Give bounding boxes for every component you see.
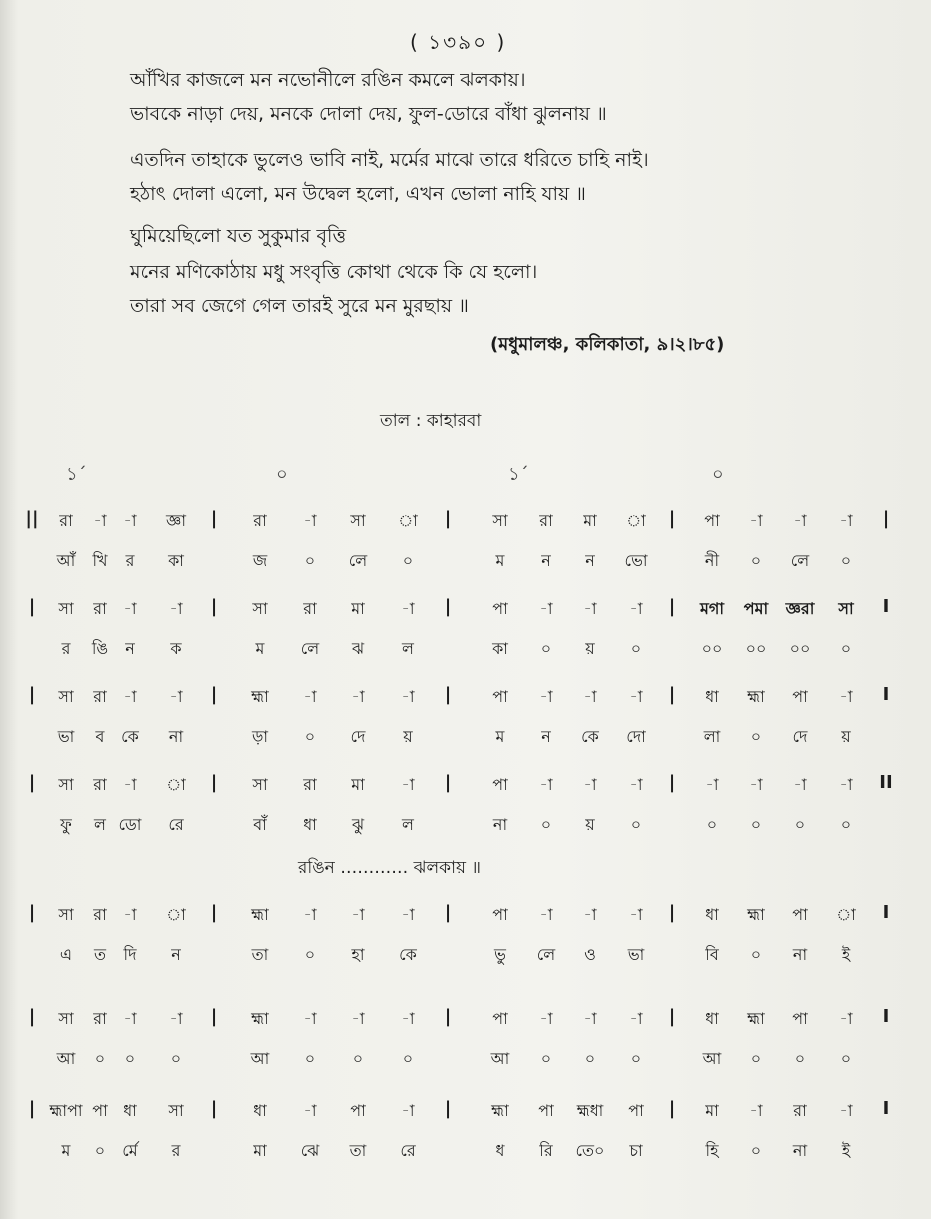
swara-note: মা [705, 1101, 719, 1120]
swara-note: -া [123, 775, 137, 794]
lyric-syllable: ০ [94, 1049, 106, 1068]
swara-note: -া [303, 1009, 317, 1028]
lyric-syllable: ম [495, 727, 505, 746]
swara-note: া [398, 511, 418, 530]
swara-note: হ্মা [747, 1009, 765, 1028]
swara-note: রা [539, 511, 553, 530]
bar-line: | [444, 596, 452, 617]
lyric-syllable: ০ [304, 945, 316, 964]
lyric-syllable: ফু [60, 815, 72, 834]
lyric-syllable: র [125, 551, 135, 570]
lyric-line: ভাবকে নাড়া দেয়, মনকে দোলা দেয়, ফুল-ডোরে বাঁধা ঝুলনায় ॥ [130, 103, 607, 125]
lyric-syllable: ০ [304, 727, 316, 746]
lyric-syllable: ০ [840, 815, 852, 834]
bar-line: | [210, 1098, 218, 1119]
lyric-syllable: লা [703, 727, 721, 746]
lyric-line: এতদিন তাহাকে ভুলেও ভাবি নাই, মর্মের মাঝে তারে ধরিতে চাহি নাই। [130, 149, 649, 171]
swara-note: -া [169, 599, 183, 618]
swara-note: সা [58, 599, 74, 618]
end-bar-line: I [882, 684, 890, 705]
swara-note: -া [169, 1009, 183, 1028]
lyric-syllable: না [168, 727, 184, 746]
lyric-syllable: দে [792, 727, 808, 746]
notation-swara-row [0, 902, 931, 942]
swara-note: -া [303, 1101, 317, 1120]
start-bar-line: | [28, 684, 36, 705]
lyric-syllable: না [492, 815, 508, 834]
taal-heading: তাল : কাহারবা [380, 411, 482, 431]
swara-note: -া [123, 511, 137, 530]
lyric-line: মনের মণিকোঠায় মধু সংবৃত্তি কোথা থেকে কি যে হলো। [130, 261, 538, 283]
lyric-syllable: বাঁ [253, 815, 267, 834]
swara-note: -া [839, 1101, 853, 1120]
lyric-line: তারা সব জেগে গেল তারই সুরে মন মুরছায় ॥ [130, 295, 469, 317]
start-bar-line: | [28, 1098, 36, 1119]
swara-note: হ্মা [747, 687, 765, 706]
swara-note: -া [749, 1101, 763, 1120]
swara-note: -া [629, 905, 643, 924]
lyric-syllable: ই [841, 1141, 851, 1160]
lyric-syllable: না [792, 945, 808, 964]
bar-line: | [210, 902, 218, 923]
swara-note: পা [538, 1101, 554, 1120]
notation-swara-row [0, 772, 931, 812]
lyric-syllable: লে [536, 945, 556, 964]
swara-note: হ্মাপা [49, 1101, 83, 1120]
swara-note: -া [351, 687, 365, 706]
lyric-syllable: ০ [750, 1141, 762, 1160]
lyric-syllable: ০ [402, 1049, 414, 1068]
swara-note: হ্মা [747, 905, 765, 924]
end-bar-line: I [882, 902, 890, 923]
swara-note: া [836, 905, 856, 924]
swara-note: মা [351, 599, 365, 618]
lyric-syllable: ০ [584, 1049, 596, 1068]
notation-swara-row [0, 1006, 931, 1046]
lyric-syllable: আ [250, 1049, 270, 1068]
notation-lyric-row [0, 1138, 931, 1178]
swara-note: ধা [705, 905, 719, 924]
lyric-line: হঠাৎ দোলা এলো, মন উদ্বেল হলো, এখন ভোলা নাহি যায় ॥ [130, 183, 586, 205]
notation-swara-row [0, 1098, 931, 1138]
swara-note: -া [401, 1101, 415, 1120]
swara-note: -া [169, 687, 183, 706]
lyric-syllable: লে [790, 551, 810, 570]
lyric-syllable: ঙি [91, 639, 109, 658]
bar-line: | [668, 1006, 676, 1027]
lyric-syllable: ০ [750, 1049, 762, 1068]
lyric-syllable: দি [123, 945, 137, 964]
lyric-syllable: ০ [794, 1049, 806, 1068]
swara-note: -া [749, 511, 763, 530]
lyric-syllable: র [61, 639, 71, 658]
lyric-syllable: ০ [630, 1049, 642, 1068]
swara-note: ধা [253, 1101, 267, 1120]
swara-note: রা [303, 775, 317, 794]
lyric-syllable: কা [168, 551, 184, 570]
bar-line: | [444, 1006, 452, 1027]
swara-note: পা [350, 1101, 366, 1120]
lyric-syllable: ম [495, 551, 505, 570]
lyric-syllable: ভা [57, 727, 75, 746]
swara-note: -া [401, 599, 415, 618]
swara-note: -া [401, 905, 415, 924]
lyric-syllable: ত [93, 945, 106, 964]
swara-note: -া [793, 511, 807, 530]
lyric-syllable: তা [349, 1141, 367, 1160]
swara-note: -া [539, 1009, 553, 1028]
lyric-syllable: জ [252, 551, 268, 570]
swara-note: পা [492, 775, 508, 794]
start-bar-line: || [25, 508, 39, 529]
lyric-syllable: ঝু [351, 815, 365, 834]
swara-note: রা [93, 775, 107, 794]
lyric-syllable: ন [125, 639, 135, 658]
end-bar-line: I [882, 1006, 890, 1027]
notation-lyric-row [0, 724, 931, 764]
bar-line: | [210, 772, 218, 793]
lyric-line: ঘুমিয়েছিলো যত সুকুমার বৃত্তি [130, 225, 347, 247]
swara-note: -া [539, 687, 553, 706]
bar-line: | [668, 1098, 676, 1119]
swara-note: রা [93, 905, 107, 924]
lyric-syllable: কা [492, 639, 508, 658]
notation-swara-row [0, 684, 931, 724]
lyric-syllable: ০ [94, 1141, 106, 1160]
lyric-syllable: য় [841, 727, 851, 746]
bar-line: | [210, 596, 218, 617]
swara-note: ধা [123, 1101, 137, 1120]
swara-note: -া [351, 905, 365, 924]
bar-line: | [668, 508, 676, 529]
start-bar-line: | [28, 1006, 36, 1027]
swara-note: হ্মা [251, 905, 269, 924]
swara-note: -া [705, 775, 719, 794]
swara-note: -া [351, 1009, 365, 1028]
page-number: ( ১৩৯০ ) [410, 30, 507, 54]
swara-note: -া [539, 599, 553, 618]
swara-note: পা [92, 1101, 108, 1120]
bar-line: | [444, 902, 452, 923]
swara-note: রা [93, 599, 107, 618]
swara-note: পা [492, 687, 508, 706]
lyric-syllable: কে [399, 945, 417, 964]
swara-note: সা [492, 511, 508, 530]
swara-note: সা [58, 775, 74, 794]
swara-note: -া [839, 1009, 853, 1028]
lyric-syllable: ০ [750, 815, 762, 834]
swara-note: হ্মা [251, 687, 269, 706]
lyric-syllable: ০ [540, 815, 552, 834]
bar-line: | [444, 508, 452, 529]
lyric-syllable: ই [841, 945, 851, 964]
beat-marker: ০ [712, 464, 724, 485]
lyric-syllable: কে [121, 727, 139, 746]
lyric-syllable: ০ [840, 551, 852, 570]
lyric-syllable: ০ [630, 815, 642, 834]
lyric-syllable: তা [251, 945, 269, 964]
lyric-syllable: ০০ [745, 639, 767, 658]
swara-note: সা [252, 599, 268, 618]
notation-lyric-row [0, 942, 931, 982]
swara-note: হ্মা [491, 1101, 509, 1120]
swara-note: -া [583, 905, 597, 924]
lyric-syllable: ভু [494, 945, 506, 964]
lyric-syllable: ০ [750, 551, 762, 570]
swara-note: -া [303, 905, 317, 924]
swara-note: পা [492, 905, 508, 924]
start-bar-line: | [28, 596, 36, 617]
lyric-syllable: ও [584, 945, 596, 964]
lyric-syllable: ডো [118, 815, 142, 834]
swara-note: া [166, 905, 186, 924]
notation-swara-row [0, 596, 931, 636]
end-bar-line: I [882, 1098, 890, 1119]
swara-note: -া [839, 775, 853, 794]
swara-note: পা [704, 511, 720, 530]
bar-line: | [444, 684, 452, 705]
end-bar-line: | [882, 508, 890, 529]
swara-note: রা [253, 511, 267, 530]
lyric-syllable: ল [94, 815, 106, 834]
refrain-line: রঙিন ………… ঝলকায় ॥ [298, 858, 482, 878]
lyric-syllable: ব [95, 727, 105, 746]
lyric-syllable: ০ [124, 1049, 136, 1068]
swara-note: -া [123, 687, 137, 706]
lyric-syllable: ভা [627, 945, 645, 964]
lyric-syllable: ০ [840, 639, 852, 658]
lyric-syllable: ড়া [251, 727, 269, 746]
swara-note: জ্ঞরা [785, 599, 815, 618]
swara-note: -া [629, 599, 643, 618]
swara-note: রা [793, 1101, 807, 1120]
lyric-syllable: ০ [402, 551, 414, 570]
notation-lyric-row [0, 812, 931, 852]
lyric-syllable: ০০ [701, 639, 723, 658]
lyric-syllable: র [171, 1141, 181, 1160]
lyric-syllable: চা [629, 1141, 643, 1160]
beat-marker: ১´ [66, 464, 87, 485]
beat-marker: ০ [276, 464, 288, 485]
swara-note: রা [59, 511, 73, 530]
swara-note: হ্মধা [576, 1101, 604, 1120]
swara-note: -া [539, 775, 553, 794]
swara-note: পমা [743, 599, 769, 618]
swara-note: পা [492, 599, 508, 618]
lyric-syllable: দে [350, 727, 366, 746]
lyric-syllable: য় [403, 727, 413, 746]
swara-note: পা [492, 1009, 508, 1028]
swara-note: -া [401, 687, 415, 706]
swara-note: -া [629, 687, 643, 706]
lyric-syllable: ০ [304, 1049, 316, 1068]
lyric-syllable: লে [348, 551, 368, 570]
lyric-line: আঁখির কাজলে মন নভোনীলে রঙিন কমলে ঝলকায়। [130, 69, 526, 91]
lyric-syllable: রে [168, 815, 184, 834]
lyric-syllable: য় [585, 815, 595, 834]
end-bar-line: I [882, 596, 890, 617]
bar-line: | [444, 772, 452, 793]
swara-note: পা [628, 1101, 644, 1120]
lyric-syllable: কে [581, 727, 599, 746]
lyric-syllable: য় [585, 639, 595, 658]
swara-note: -া [123, 1009, 137, 1028]
notation-lyric-row [0, 1046, 931, 1086]
swara-note: -া [583, 687, 597, 706]
lyric-syllable: ধা [303, 815, 317, 834]
notation-lyric-row [0, 548, 931, 588]
bar-line: | [668, 596, 676, 617]
swara-note: -া [629, 1009, 643, 1028]
swara-note: -া [839, 687, 853, 706]
lyric-syllable: বি [705, 945, 719, 964]
lyric-syllable: রি [539, 1141, 553, 1160]
lyric-syllable: আঁ [56, 551, 76, 570]
swara-note: -া [839, 511, 853, 530]
lyric-syllable: ০ [540, 1049, 552, 1068]
swara-note: মা [351, 775, 365, 794]
bar-line: | [210, 1006, 218, 1027]
swara-note: পা [792, 1009, 808, 1028]
lyric-syllable: দো [626, 727, 646, 746]
swara-note: -া [303, 511, 317, 530]
lyric-syllable: ঝে [300, 1141, 320, 1160]
swara-note: হ্মা [251, 1009, 269, 1028]
lyric-syllable: আ [490, 1049, 510, 1068]
swara-note: -া [539, 905, 553, 924]
notation-lyric-row [0, 636, 931, 676]
start-bar-line: | [28, 772, 36, 793]
lyric-syllable: ন [541, 727, 551, 746]
swara-note: -া [749, 775, 763, 794]
lyric-syllable: ল [402, 639, 414, 658]
swara-note: সা [58, 905, 74, 924]
lyric-syllable: এ [59, 945, 73, 964]
lyric-syllable: নী [704, 551, 720, 570]
lyric-syllable: র্মে [122, 1141, 138, 1160]
swara-note: সা [838, 599, 854, 618]
swara-note: রা [93, 1009, 107, 1028]
swara-note: জ্ঞা [166, 511, 186, 530]
lyric-syllable: মা [253, 1141, 267, 1160]
swara-note: মা [583, 511, 597, 530]
lyric-syllable: ন [585, 551, 595, 570]
lyric-syllable: ০ [706, 815, 718, 834]
bar-line: | [668, 772, 676, 793]
swara-note: -া [401, 1009, 415, 1028]
lyric-syllable: ক [170, 639, 182, 658]
lyric-syllable: ০ [540, 639, 552, 658]
lyric-syllable: ভো [624, 551, 648, 570]
lyric-syllable: ধ [495, 1141, 505, 1160]
swara-note: -া [583, 1009, 597, 1028]
lyric-syllable: ম [255, 639, 265, 658]
beat-marker: ১´ [508, 464, 529, 485]
bar-line: | [210, 508, 218, 529]
lyric-syllable: ন [541, 551, 551, 570]
swara-note: -া [583, 599, 597, 618]
lyric-syllable: ০ [840, 1049, 852, 1068]
swara-note: -া [123, 599, 137, 618]
swara-note: রা [93, 687, 107, 706]
swara-note: মগা [699, 599, 724, 618]
start-bar-line: | [28, 902, 36, 923]
lyric-syllable: রে [400, 1141, 416, 1160]
swara-note: -া [401, 775, 415, 794]
lyric-syllable: লে [300, 639, 320, 658]
swara-note: সা [58, 1009, 74, 1028]
swara-note: সা [58, 687, 74, 706]
swara-note: -া [303, 687, 317, 706]
source-note: (মধুমালঞ্চ, কলিকাতা, ৯।২।৮৫) [490, 334, 725, 355]
swara-note: সা [168, 1101, 184, 1120]
swara-note: রা [303, 599, 317, 618]
swara-note: ধা [705, 687, 719, 706]
lyric-syllable: আ [702, 1049, 722, 1068]
swara-note: -া [93, 511, 107, 530]
lyric-syllable: খি [92, 551, 108, 570]
lyric-syllable: ম [61, 1141, 71, 1160]
notation-swara-row [0, 508, 931, 548]
lyric-syllable: না [792, 1141, 808, 1160]
end-bar-line: II [879, 772, 893, 793]
swara-note: া [626, 511, 646, 530]
lyric-syllable: ০ [170, 1049, 182, 1068]
swara-note: সা [350, 511, 366, 530]
swara-note: পা [792, 687, 808, 706]
lyric-syllable: ঝ [351, 639, 365, 658]
lyric-syllable: ০ [794, 815, 806, 834]
swara-note: -া [629, 775, 643, 794]
lyric-syllable: ন [171, 945, 181, 964]
lyric-syllable: ০ [630, 639, 642, 658]
lyric-syllable: ০ [750, 727, 762, 746]
bar-line: | [210, 684, 218, 705]
swara-note: সা [252, 775, 268, 794]
bar-line: | [444, 1098, 452, 1119]
lyric-syllable: হি [705, 1141, 719, 1160]
lyric-syllable: আ [56, 1049, 76, 1068]
swara-note: -া [793, 775, 807, 794]
lyric-syllable: হা [351, 945, 365, 964]
lyric-syllable: ০ [352, 1049, 364, 1068]
swara-note: -া [583, 775, 597, 794]
swara-note: ধা [705, 1009, 719, 1028]
lyric-syllable: ০০ [789, 639, 811, 658]
bar-line: | [668, 684, 676, 705]
swara-note: -া [123, 905, 137, 924]
lyric-syllable: ০ [304, 551, 316, 570]
lyric-syllable: তে০ [575, 1141, 605, 1160]
lyric-syllable: ল [402, 815, 414, 834]
lyric-syllable: ০ [750, 945, 762, 964]
swara-note: পা [792, 905, 808, 924]
bar-line: | [668, 902, 676, 923]
swara-note: া [166, 775, 186, 794]
